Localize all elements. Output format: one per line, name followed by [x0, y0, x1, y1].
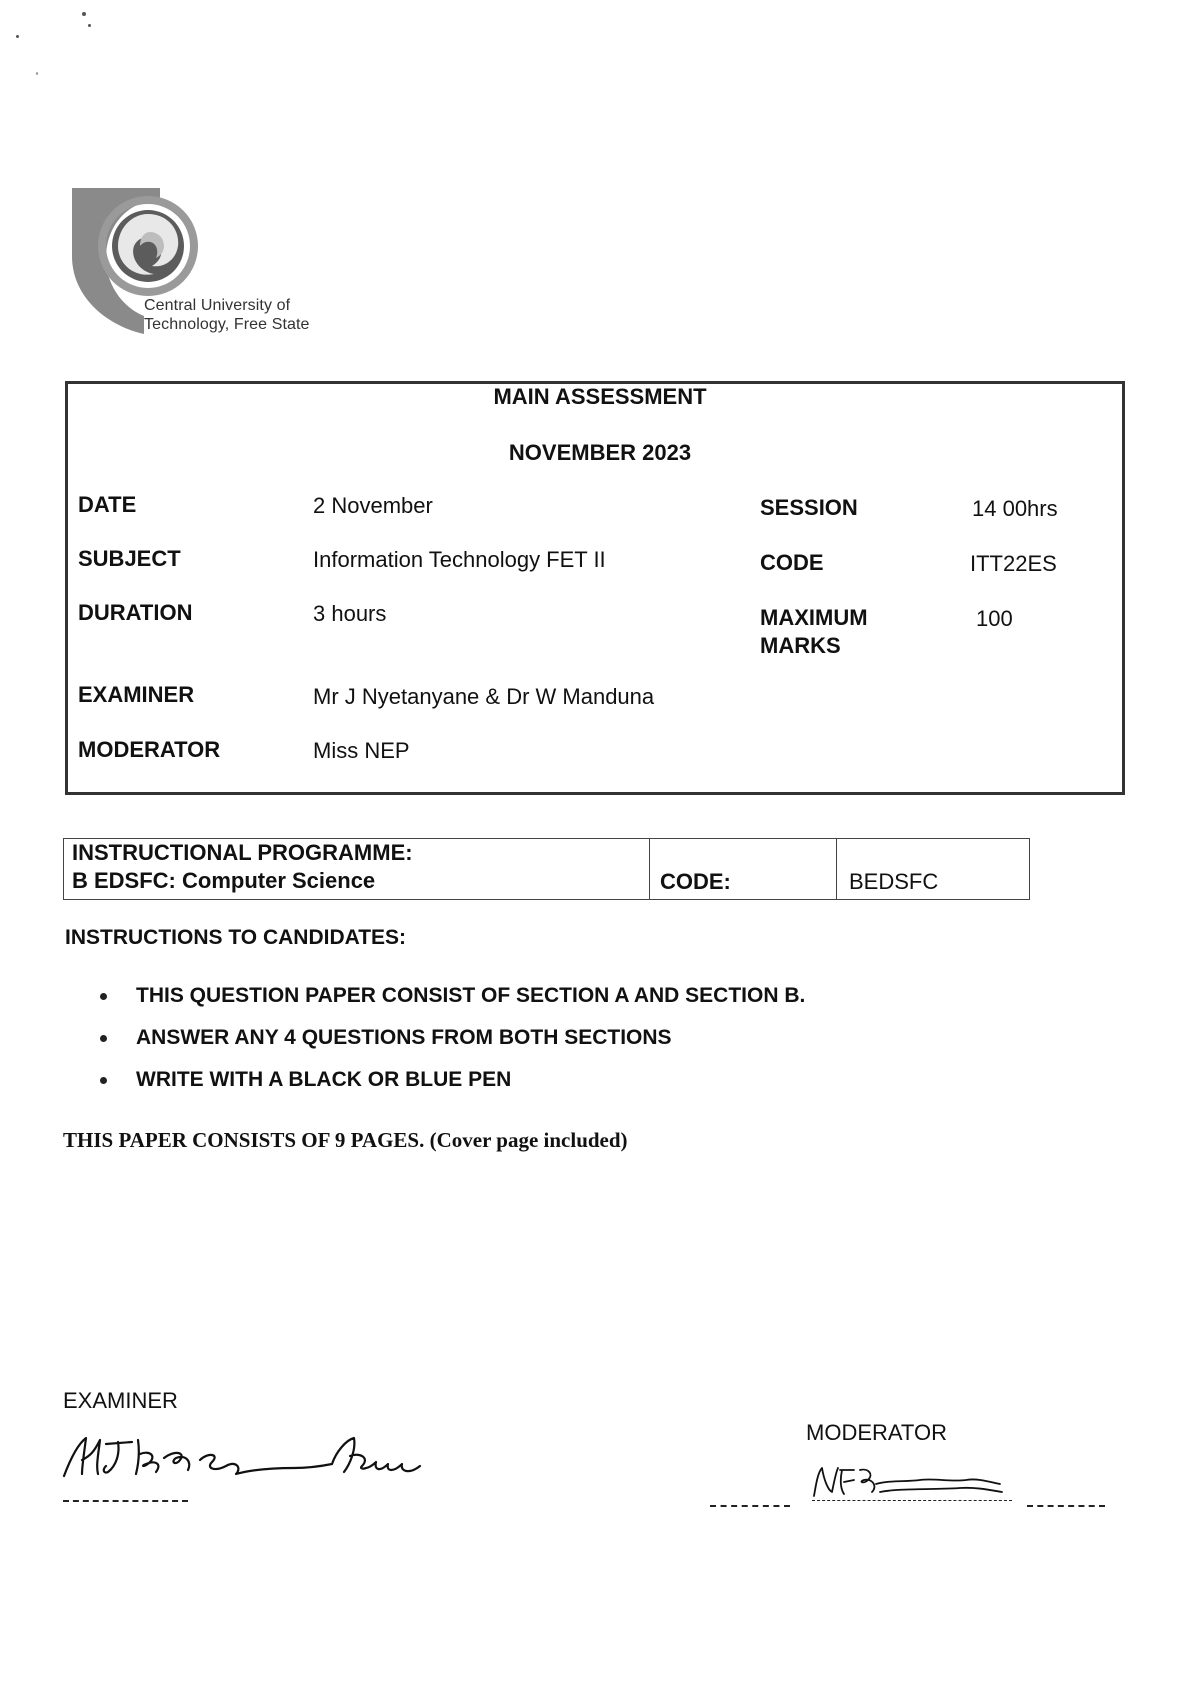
moderator-label: MODERATOR — [78, 737, 221, 762]
maximum-marks-value: 100 — [976, 606, 1013, 631]
page-count-note: THIS PAPER CONSISTS OF 9 PAGES. (Cover page included) — [63, 1128, 628, 1152]
date-value: 2 November — [313, 493, 433, 518]
assessment-period: NOVEMBER 2023 — [508, 440, 692, 465]
moderator-signature — [810, 1462, 1010, 1502]
moderator-signature-line — [812, 1500, 1012, 1501]
moderator-signature-line-left — [710, 1505, 790, 1507]
examiner-value: Mr J Nyetanyane & Dr W Manduna — [313, 684, 655, 709]
programme-code-value: BEDSFC — [837, 839, 1030, 900]
session-value: 14 00hrs — [972, 496, 1058, 521]
university-name-line1: Central University of — [144, 297, 291, 314]
scan-speck — [88, 24, 91, 27]
date-label: DATE — [78, 492, 137, 517]
subject-value: Information Technology FET II — [313, 547, 606, 572]
examiner-signature-label: EXAMINER — [63, 1388, 178, 1413]
instruction-text: ANSWER ANY 4 QUESTIONS FROM BOTH SECTIONS — [136, 1026, 672, 1049]
examiner-label: EXAMINER — [78, 682, 195, 707]
programme-label: INSTRUCTIONAL PROGRAMME: — [72, 840, 413, 865]
programme-table — [63, 838, 1030, 900]
scan-speck — [36, 72, 38, 75]
moderator-signature-label: MODERATOR — [806, 1420, 947, 1445]
programme-code-label: CODE: — [650, 839, 837, 900]
bullet-icon — [100, 1035, 107, 1042]
assessment-title: MAIN ASSESSMENT — [493, 384, 707, 409]
maximum-marks-label — [760, 604, 868, 660]
examiner-signature-line — [63, 1500, 188, 1502]
university-name-line2: Technology, Free State — [144, 316, 310, 333]
university-name — [144, 296, 310, 334]
moderator-value: Miss NEP — [313, 738, 410, 763]
programme-value: B EDSFC: Computer Science — [72, 868, 376, 893]
moderator-signature-line-right — [1027, 1505, 1105, 1507]
bullet-icon — [100, 993, 107, 1000]
instruction-text: THIS QUESTION PAPER CONSIST OF SECTION A AND SECTION B. — [136, 984, 806, 1007]
session-label: SESSION — [760, 495, 858, 520]
instructions-heading: INSTRUCTIONS TO CANDIDATES: — [65, 926, 407, 949]
code-label: CODE — [760, 550, 824, 575]
examiner-signature — [60, 1430, 430, 1482]
bullet-icon — [100, 1077, 107, 1084]
subject-label: SUBJECT — [78, 546, 181, 571]
scan-speck — [82, 12, 86, 16]
scan-speck — [16, 35, 19, 38]
instruction-text: WRITE WITH A BLACK OR BLUE PEN — [136, 1068, 512, 1091]
duration-label: DURATION — [78, 600, 193, 625]
code-value: ITT22ES — [970, 551, 1057, 576]
maximum-marks-label-line1: MAXIMUM — [760, 605, 868, 630]
programme-cell — [64, 839, 650, 900]
maximum-marks-label-line2: MARKS — [760, 633, 841, 658]
duration-value: 3 hours — [313, 601, 387, 626]
